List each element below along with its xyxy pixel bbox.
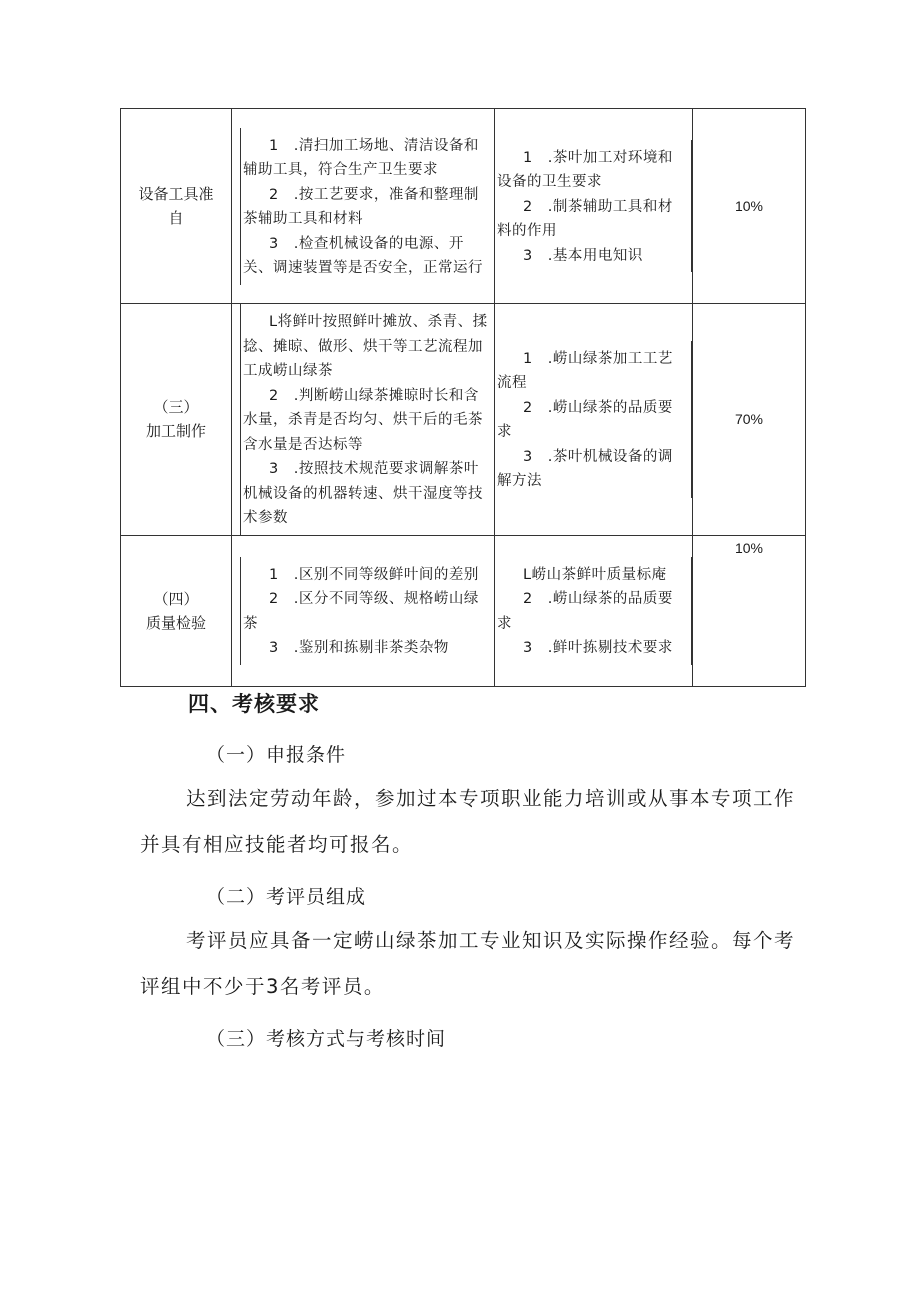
subheading-method: （三）考核方式与考核时间 bbox=[206, 1028, 447, 1050]
knowledge-cell bbox=[495, 535, 693, 686]
subheading-application: （一）申报条件 bbox=[206, 744, 347, 766]
subheading-examiners: （二）考评员组成 bbox=[206, 886, 367, 908]
module-name-line: （三） bbox=[153, 398, 199, 417]
skill-item: 3 .按照技术规范要求调解茶叶机械设备的机器转速、烘干湿度等技术参数 bbox=[243, 461, 483, 526]
skills-cell bbox=[232, 304, 495, 536]
table-row bbox=[121, 109, 806, 304]
skill-item: 3 .检查机械设备的电源、开关、调速装置等是否安全，正常运行 bbox=[243, 235, 483, 276]
knowledge-item: 2 .崂山绿茶的品质要求 bbox=[497, 591, 673, 632]
paragraph-application: 达到法定劳动年龄，参加过本专项职业能力培训或从事本专项工作并具有相应技能者均可报名。 bbox=[140, 787, 796, 856]
module-name-line: （四） bbox=[153, 589, 199, 608]
table-row bbox=[121, 304, 806, 536]
skills-table bbox=[120, 108, 806, 687]
knowledge-item: 2 .崂山绿茶的品质要求 bbox=[497, 399, 673, 441]
skill-item: 1 .区别不同等级鲜叶间的差别 bbox=[269, 566, 479, 583]
module-name-line: 自 bbox=[168, 209, 184, 227]
paragraph-examiners: 考评员应具备一定崂山绿茶加工专业知识及实际操作经验。每个考评组中不少于3名考评员。 bbox=[140, 929, 796, 998]
knowledge-item: 3 .鲜叶拣剔技术要求 bbox=[523, 640, 673, 656]
skill-item: 2 .按工艺要求，准备和整理制茶辅助工具和材料 bbox=[243, 186, 479, 227]
skill-item: 2 .区分不同等级、规格崂山绿茶 bbox=[243, 591, 479, 632]
knowledge-item: 1 .崂山绿茶加工工艺流程 bbox=[497, 350, 673, 392]
knowledge-item: 2 .制茶辅助工具和材料的作用 bbox=[497, 198, 673, 240]
module-name-cell bbox=[121, 109, 232, 304]
skill-item: 1 .清扫加工场地、清洁设备和辅助工具，符合生产卫生要求 bbox=[243, 137, 479, 178]
weight-cell: 10% bbox=[693, 109, 806, 304]
skills-cell bbox=[232, 109, 495, 304]
section-heading: 四、考核要求 bbox=[188, 692, 320, 716]
module-name-cell bbox=[121, 304, 232, 536]
knowledge-item: L崂山茶鲜叶质量标庵 bbox=[523, 566, 667, 583]
knowledge-item: 3 .茶叶机械设备的调解方法 bbox=[497, 448, 673, 490]
knowledge-item: 1 .茶叶加工对环境和设备的卫生要求 bbox=[497, 149, 673, 191]
knowledge-cell bbox=[495, 304, 693, 536]
table-row bbox=[121, 535, 806, 686]
knowledge-item: 3 .基本用电知识 bbox=[523, 247, 643, 264]
module-name-line: 设备工具准 bbox=[138, 185, 214, 203]
module-name-cell bbox=[121, 535, 232, 686]
skill-item: 3 .鉴别和拣剔非茶类杂物 bbox=[269, 640, 449, 656]
knowledge-cell bbox=[495, 109, 693, 304]
weight-cell: 10% bbox=[693, 535, 806, 686]
weight-cell: 70% bbox=[693, 304, 806, 536]
skill-item: 2 .判断崂山绿茶摊晾时长和含水量，杀青是否均匀、烘干后的毛茶含水量是否达标等 bbox=[243, 387, 483, 453]
module-name-line: 质量检验 bbox=[145, 613, 206, 632]
skills-cell bbox=[232, 535, 495, 686]
skill-item: L将鲜叶按照鲜叶摊放、杀青、揉捻、摊晾、做形、烘干等工艺流程加工成崂山绿茶 bbox=[243, 314, 488, 379]
module-name-line: 加工制作 bbox=[145, 422, 206, 441]
